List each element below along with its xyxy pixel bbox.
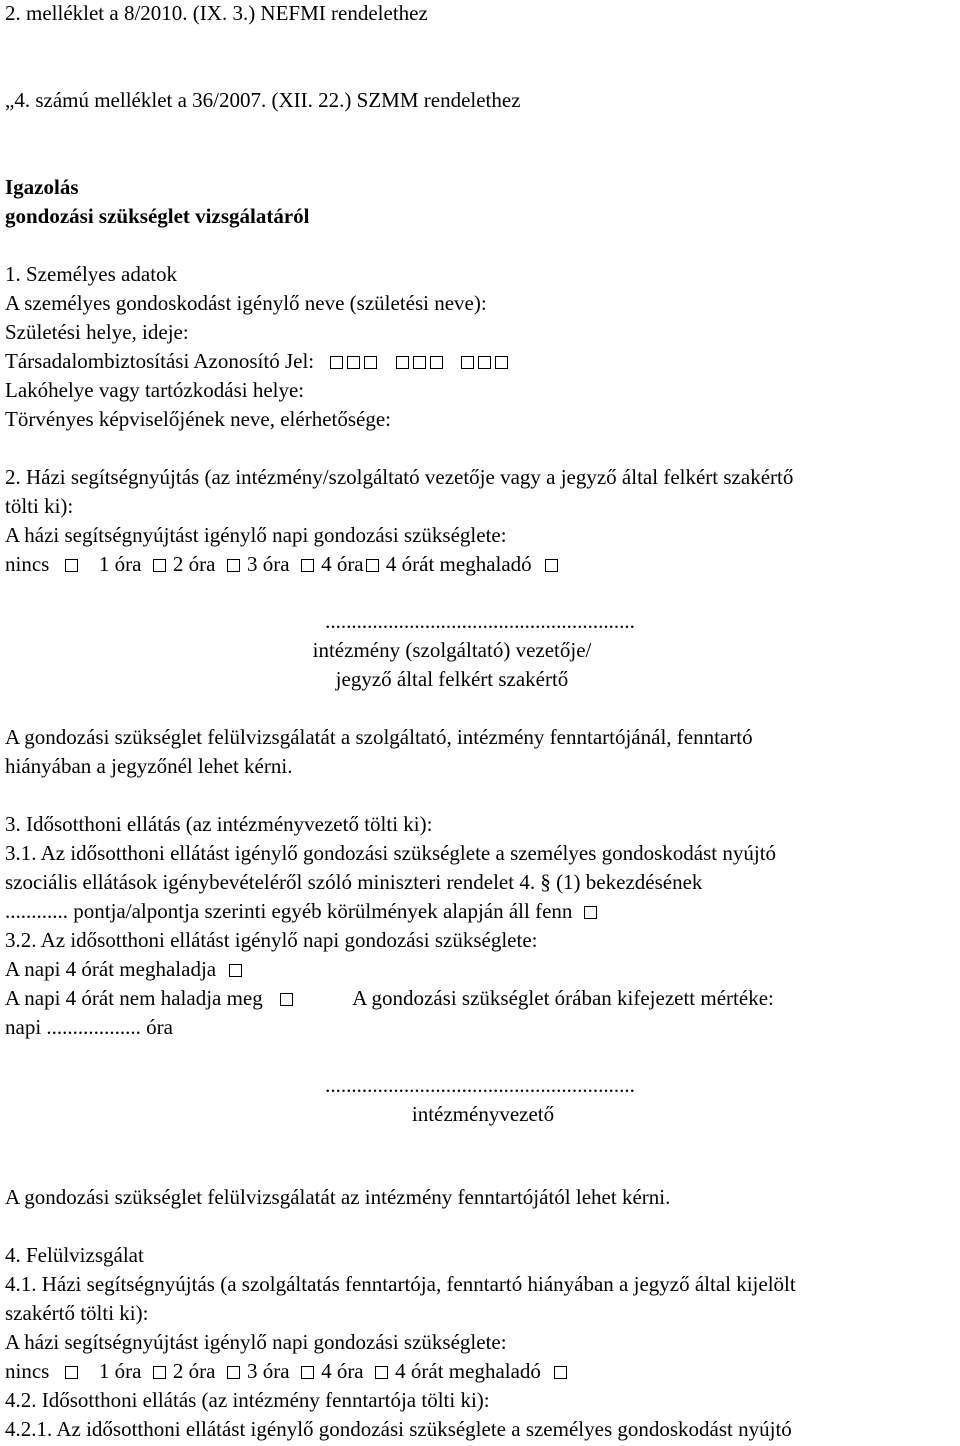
s4-checkbox-2h[interactable]: [227, 1366, 240, 1379]
header-ref-2: „4. számú melléklet a 36/2007. (XII. 22.) SZMM rendelethez: [5, 88, 521, 112]
checkbox-conditions[interactable]: [584, 906, 597, 919]
s4-option-1h-label: 1 óra: [98, 1359, 142, 1383]
taj-digit-box[interactable]: [347, 356, 360, 369]
s4-1-text-2: szakértő tölti ki):: [5, 1301, 149, 1325]
s4-option-4h-label: 4 óra: [321, 1359, 364, 1383]
s4-option-none-label: nincs: [5, 1359, 50, 1383]
checkbox-not-exceeds[interactable]: [280, 993, 293, 1006]
taj-digit-box[interactable]: [430, 356, 443, 369]
header-ref-1: 2. melléklet a 8/2010. (IX. 3.) NEFMI rendelethez: [5, 1, 428, 25]
s3-exceeds-row: [5, 956, 244, 982]
s3-1-text-3: ............ pontja/alpontja szerinti egyéb körülmények alapján áll fenn: [5, 899, 573, 923]
taj-digit-box[interactable]: [330, 356, 343, 369]
field-taj: [5, 348, 510, 374]
taj-digit-box[interactable]: [495, 356, 508, 369]
section-2-heading: 2. Házi segítségnyújtás (az intézmény/szolgáltató vezetője vagy a jegyző által felkért szakértő: [5, 465, 794, 489]
field-residence-label: Lakóhelye vagy tartózkodási helye:: [5, 378, 305, 402]
s3-exceeds-label: A napi 4 órát meghaladja: [5, 957, 217, 981]
option-none-label: nincs: [5, 552, 50, 576]
s3-daily-hours: napi .................. óra: [5, 1015, 173, 1039]
s2-review-text-1: A gondozási szükséglet felülvizsgálatát a szolgáltató, intézmény fenntartójánál, fenntartó: [5, 725, 753, 749]
s2-review-text-2: hiányában a jegyzőnél lehet kérni.: [5, 754, 293, 778]
s4-2-heading: 4.2. Idősotthoni ellátás (az intézmény fenntartója tölti ki):: [5, 1388, 490, 1412]
field-guardian-label: Törvényes képviselőjének neve, elérhetősége:: [5, 407, 392, 431]
s3-not-exceeds-row: [5, 985, 774, 1011]
checkbox-4h[interactable]: [366, 559, 379, 572]
taj-digit-box[interactable]: [413, 356, 426, 369]
s4-checkbox-none[interactable]: [65, 1366, 78, 1379]
s4-options-row: [5, 1358, 569, 1384]
s4-checkbox-more[interactable]: [554, 1366, 567, 1379]
s3-1-text-3-row: [5, 898, 599, 924]
checkbox-2h[interactable]: [227, 559, 240, 572]
document-subtitle: gondozási szükséglet vizsgálatáról: [5, 204, 310, 228]
checkbox-3h[interactable]: [301, 559, 314, 572]
option-more-label: 4 órát meghaladó: [385, 552, 532, 576]
checkbox-more[interactable]: [545, 559, 558, 572]
s4-checkbox-4h[interactable]: [375, 1366, 388, 1379]
s3-1-text-2: szociális ellátások igénybevételéről szóló miniszteri rendelet 4. § (1) bekezdésének: [5, 870, 703, 894]
s4-2-1-text: 4.2.1. Az idősotthoni ellátást igénylő gondozási szükséglete a személyes gondoskodást nyújtó: [5, 1417, 792, 1441]
s3-measure-label: A gondozási szükséglet órában kifejezett mértéke:: [352, 986, 774, 1010]
s4-1-text-1: 4.1. Házi segítségnyújtás (a szolgáltatás fenntartója, fenntartó hiányában a jegyző által kijelölt: [5, 1272, 796, 1296]
taj-digit-box[interactable]: [478, 356, 491, 369]
s3-review-text: A gondozási szükséglet felülvizsgálatát az intézmény fenntartójától lehet kérni.: [5, 1185, 671, 1209]
field-name-label: A személyes gondoskodást igénylő neve (születési neve):: [5, 291, 487, 315]
s4-need-label: A házi segítségnyújtást igénylő napi gondozási szükséglete:: [5, 1330, 507, 1354]
checkbox-1h[interactable]: [153, 559, 166, 572]
option-1h-label: 1 óra: [98, 552, 142, 576]
s4-checkbox-1h[interactable]: [153, 1366, 166, 1379]
option-2h-label: 2 óra: [172, 552, 216, 576]
s2-signature-line: ...........................................................: [325, 609, 635, 633]
section-4-heading: 4. Felülvizsgálat: [5, 1243, 144, 1267]
s4-option-2h-label: 2 óra: [172, 1359, 216, 1383]
s3-not-exceeds-label: A napi 4 órát nem haladja meg: [5, 986, 263, 1010]
field-birth-label: Születési helye, ideje:: [5, 320, 189, 344]
s2-signature-title-1: intézmény (szolgáltató) vezetője/: [312, 638, 592, 662]
taj-digit-box[interactable]: [396, 356, 409, 369]
section-1-heading: 1. Személyes adatok: [5, 262, 178, 286]
document-title: Igazolás: [5, 175, 79, 199]
s4-option-more-label: 4 órát meghaladó: [395, 1359, 541, 1383]
s2-signature-title-2: jegyző által felkért szakértő: [335, 667, 569, 691]
option-3h-label: 3 óra: [246, 552, 290, 576]
s4-option-3h-label: 3 óra: [246, 1359, 290, 1383]
s3-2-heading: 3.2. Az idősotthoni ellátást igénylő napi gondozási szükséglete:: [5, 928, 538, 952]
checkbox-exceeds[interactable]: [229, 964, 242, 977]
field-taj-label: Társadalombiztosítási Azonosító Jel:: [5, 349, 315, 373]
taj-digit-box[interactable]: [364, 356, 377, 369]
s3-signature-line: ...........................................................: [325, 1073, 635, 1097]
option-4h-label: 4 óra: [321, 552, 364, 576]
s4-checkbox-3h[interactable]: [301, 1366, 314, 1379]
s3-1-text-1: 3.1. Az idősotthoni ellátást igénylő gondozási szükséglete a személyes gondoskodást nyújtó: [5, 841, 777, 865]
section-2-heading-cont: tölti ki):: [5, 494, 74, 518]
s3-signature-title: intézményvezető: [411, 1102, 555, 1126]
section-3-heading: 3. Idősotthoni ellátás (az intézményvezető tölti ki):: [5, 812, 433, 836]
taj-digit-box[interactable]: [461, 356, 474, 369]
s2-need-label: A házi segítségnyújtást igénylő napi gondozási szükséglete:: [5, 523, 507, 547]
s2-options-row: [5, 551, 560, 577]
checkbox-none[interactable]: [65, 559, 78, 572]
